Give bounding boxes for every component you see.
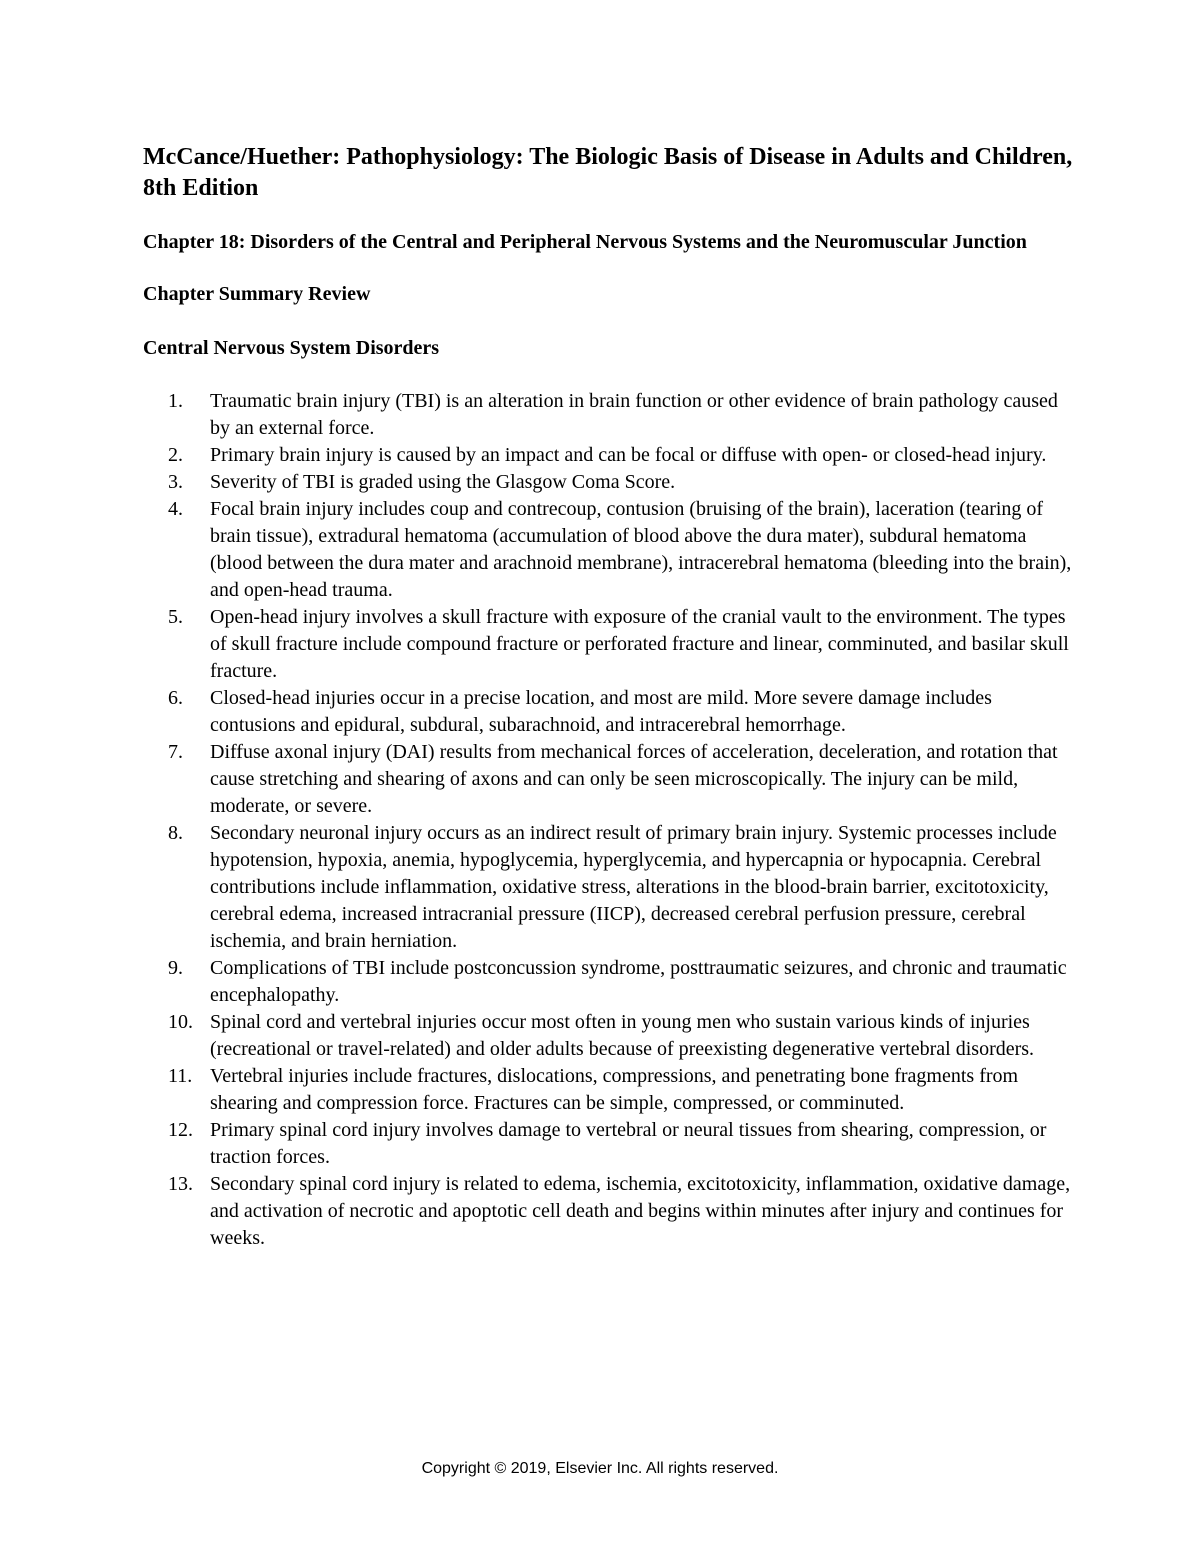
list-item-number: 11.	[168, 1065, 193, 1087]
list-item-text: Open-head injury involves a skull fracture with exposure of the cranial vault to the environment. The types of skull fracture include compound fracture or perforated fracture and linear, comminuted, and basilar skull fracture.	[210, 606, 1069, 682]
section-heading: Central Nervous System Disorders	[143, 337, 440, 359]
list-item-number: 8.	[168, 822, 183, 844]
list-item-text: Secondary neuronal injury occurs as an indirect result of primary brain injury. Systemic processes include hypotension, hypoxia, anemia, hypoglycemia, hyperglycemia, and hypercapnia or hypocapnia. Cerebral contributions include inflammation, oxidative stress, alterations in the blood-brain barrier, excitotoxicity, cerebral edema, increased intracranial pressure (IICP), decreased cerebral perfusion pressure, cerebral ischemia, and brain herniation.	[210, 822, 1057, 952]
list-item-number: 7.	[168, 741, 183, 763]
list-item	[143, 739, 1073, 820]
list-item-text: Secondary spinal cord injury is related to edema, ischemia, excitotoxicity, inflammation, oxidative damage, and activation of necrotic and apoptotic cell death and begins within minutes after injury and continues for weeks.	[210, 1173, 1071, 1249]
list-item	[143, 1117, 1073, 1171]
chapter-title: Chapter 18: Disorders of the Central and Peripheral Nervous Systems and the Neuromuscular Junction	[143, 231, 1027, 253]
list-item-number: 10.	[168, 1011, 193, 1033]
copyright-footer: Copyright © 2019, Elsevier Inc. All rights reserved.	[421, 1460, 779, 1477]
list-item-text: Complications of TBI include postconcussion syndrome, posttraumatic seizures, and chronic and traumatic encephalopathy.	[210, 957, 1067, 1006]
list-item	[143, 469, 1073, 496]
list-item-number: 9.	[168, 957, 183, 979]
list-item-text: Closed-head injuries occur in a precise location, and most are mild. More severe damage includes contusions and epidural, subdural, subarachnoid, and intracerebral hemorrhage.	[210, 687, 992, 736]
list-item	[143, 496, 1073, 604]
document-body	[143, 142, 1073, 1252]
list-item-text: Primary brain injury is caused by an impact and can be focal or diffuse with open- or closed-head injury.	[210, 444, 1047, 466]
list-item-text: Traumatic brain injury (TBI) is an alteration in brain function or other evidence of brain pathology caused by an external force.	[210, 390, 1058, 439]
list-item	[143, 820, 1073, 955]
list-item	[143, 1063, 1073, 1117]
list-item-number: 13.	[168, 1173, 193, 1195]
list-item-number: 4.	[168, 498, 183, 520]
list-item-text: Focal brain injury includes coup and contrecoup, contusion (bruising of the brain), laceration (tearing of brain tissue), extradural hematoma (accumulation of blood above the dura mater), subdural hematoma (blood between the dura mater and arachnoid membrane), intracerebral hematoma (bleeding into the brain), and open-head trauma.	[210, 498, 1072, 601]
summary-subheading: Chapter Summary Review	[143, 283, 371, 305]
list-item-number: 2.	[168, 444, 183, 466]
list-item-number: 5.	[168, 606, 183, 628]
list-item	[143, 685, 1073, 739]
list-item-text: Primary spinal cord injury involves damage to vertebral or neural tissues from shearing, compression, or traction forces.	[210, 1119, 1047, 1168]
list-item-number: 6.	[168, 687, 183, 709]
list-item-number: 1.	[168, 390, 183, 412]
list-item	[143, 388, 1073, 442]
list-item	[143, 604, 1073, 685]
list-item-text: Severity of TBI is graded using the Glasgow Coma Score.	[210, 471, 676, 493]
list-item-number: 12.	[168, 1119, 193, 1141]
list-item	[143, 1009, 1073, 1063]
book-title: McCance/Huether: Pathophysiology: The Biologic Basis of Disease in Adults and Children, 8th Edition	[143, 144, 1073, 201]
summary-list	[143, 388, 1073, 1252]
list-item-text: Diffuse axonal injury (DAI) results from mechanical forces of acceleration, deceleration, and rotation that cause stretching and shearing of axons and can only be seen microscopically. The injury can be mild, moderate, or severe.	[210, 741, 1058, 817]
list-item-number: 3.	[168, 471, 183, 493]
list-item	[143, 1171, 1073, 1252]
list-item-text: Spinal cord and vertebral injuries occur most often in young men who sustain various kinds of injuries (recreational or travel-related) and older adults because of preexisting degenerative vertebral disorders.	[210, 1011, 1035, 1060]
list-item	[143, 442, 1073, 469]
list-item-text: Vertebral injuries include fractures, dislocations, compressions, and penetrating bone fragments from shearing and compression force. Fractures can be simple, compressed, or comminuted.	[210, 1065, 1019, 1114]
list-item	[143, 955, 1073, 1009]
